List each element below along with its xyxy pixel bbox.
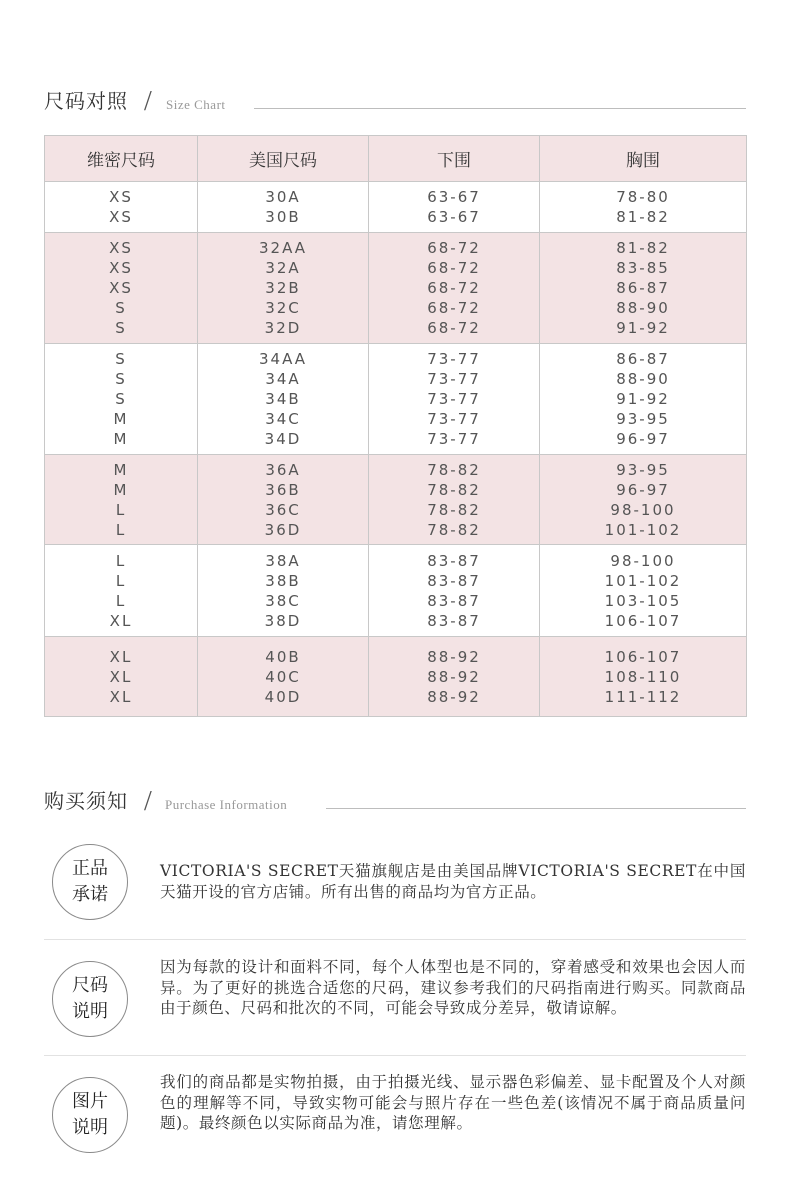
- bust-value: 106-107: [604, 647, 682, 666]
- underbust-value: 73-77: [427, 370, 481, 388]
- table-cell-bust: [540, 637, 747, 717]
- underbust-value: 68-72: [427, 279, 481, 297]
- bust-value: 81-82: [616, 208, 670, 226]
- badge-line-1: 图片: [72, 1091, 108, 1112]
- table-cell-vs-size: [45, 233, 198, 344]
- underbust-value: 73-77: [427, 430, 481, 448]
- bust-value: 91-92: [616, 319, 670, 337]
- table-cell-vs-size: [45, 545, 198, 637]
- vs-size-value: XS: [109, 188, 133, 206]
- bust-value: 101-102: [604, 520, 682, 539]
- us-size-value: 38A: [265, 551, 301, 570]
- us-size-value: 32D: [264, 319, 302, 337]
- size-group-row: [45, 637, 747, 717]
- size-chart-header: [44, 84, 746, 117]
- underbust-value: 68-72: [427, 259, 481, 277]
- title-slash-divider: /: [144, 786, 152, 817]
- us-size-value: 36B: [265, 480, 301, 499]
- us-size-value: 32AA: [258, 239, 308, 257]
- notice-text: VICTORIA'S SECRET天猫旗舰店是由美国品牌VICTORIA'S SECRET在中国天猫开设的官方店铺。所有出售的商品均为官方正品。: [160, 862, 746, 901]
- us-size-value: 38B: [265, 571, 301, 590]
- us-size-value: 38D: [264, 611, 302, 630]
- authenticity-badge: [52, 844, 128, 920]
- us-size-value: 36D: [264, 520, 302, 539]
- bust-value: 96-97: [616, 430, 670, 448]
- bust-value: 91-92: [616, 390, 670, 408]
- underbust-value: 88-92: [427, 687, 481, 706]
- underbust-value: 83-87: [427, 611, 481, 630]
- underbust-value: 73-77: [427, 410, 481, 428]
- vs-size-value: M: [113, 480, 129, 499]
- us-size-value: 38C: [265, 591, 301, 610]
- us-size-value: 34B: [265, 390, 301, 408]
- underbust-value: 78-82: [427, 520, 481, 539]
- bust-value: 101-102: [604, 571, 682, 590]
- badge-line-2: 说明: [72, 1001, 108, 1022]
- column-header-us-size: 美国尺码: [198, 136, 369, 182]
- table-cell-underbust: [369, 545, 540, 637]
- table-cell-bust: [540, 455, 747, 545]
- column-header-underbust: 下围: [369, 136, 540, 182]
- vs-size-value: XS: [109, 208, 133, 226]
- us-size-value: 34C: [265, 410, 301, 428]
- size-group-row: [45, 545, 747, 637]
- vs-size-value: L: [115, 520, 127, 539]
- vs-size-value: XL: [109, 647, 133, 666]
- bust-value: 103-105: [604, 591, 682, 610]
- header-rule: [254, 108, 746, 109]
- underbust-value: 73-77: [427, 350, 481, 368]
- us-size-value: 30A: [265, 188, 301, 206]
- header-rule: [326, 808, 746, 809]
- us-size-value: 34D: [264, 430, 302, 448]
- bust-value: 106-107: [604, 611, 682, 630]
- notice-text: 我们的商品都是实物拍摄，由于拍摄光线、显示器色彩偏差、显卡配置及个人对颜色的理解等不同，导致实物可能会与照片存在一些色差(该情况不属于商品质量问题)。最终颜色以实际商品为准，请您理解。: [160, 1073, 746, 1132]
- table-cell-us-size: [198, 455, 369, 545]
- column-header-vs-size: 维密尺码: [45, 136, 198, 182]
- bust-value: 93-95: [616, 460, 670, 479]
- vs-size-value: L: [115, 571, 127, 590]
- table-cell-bust: [540, 344, 747, 455]
- underbust-value: 78-82: [427, 480, 481, 499]
- vs-size-value: M: [113, 410, 129, 428]
- bust-value: 98-100: [610, 500, 676, 519]
- bust-value: 81-82: [616, 239, 670, 257]
- table-cell-underbust: [369, 233, 540, 344]
- purchase-info-header: [44, 784, 746, 817]
- underbust-value: 83-87: [427, 591, 481, 610]
- underbust-value: 68-72: [427, 299, 481, 317]
- underbust-value: 83-87: [427, 571, 481, 590]
- badge-line-2: 说明: [72, 1117, 108, 1138]
- table-cell-bust: [540, 233, 747, 344]
- bust-value: 88-90: [616, 299, 670, 317]
- vs-size-value: S: [115, 390, 127, 408]
- bust-value: 88-90: [616, 370, 670, 388]
- size-chart-title: 尺码对照: [44, 89, 128, 113]
- underbust-value: 88-92: [427, 667, 481, 686]
- us-size-value: 36A: [265, 460, 301, 479]
- us-size-value: 34A: [265, 370, 301, 388]
- vs-size-value: XL: [109, 687, 133, 706]
- column-header-bust: 胸围: [540, 136, 747, 182]
- vs-size-value: L: [115, 551, 127, 570]
- table-cell-underbust: [369, 455, 540, 545]
- underbust-value: 63-67: [427, 188, 481, 206]
- vs-size-value: XS: [109, 279, 133, 297]
- underbust-value: 83-87: [427, 551, 481, 570]
- notice-size-guide: [44, 960, 746, 1050]
- us-size-value: 32B: [265, 279, 301, 297]
- purchase-info-title: 购买须知: [44, 789, 128, 813]
- us-size-value: 40C: [265, 667, 301, 686]
- underbust-value: 73-77: [427, 390, 481, 408]
- vs-size-value: S: [115, 319, 127, 337]
- size-chart-table: [44, 135, 747, 717]
- underbust-value: 78-82: [427, 500, 481, 519]
- size-group-row: [45, 344, 747, 455]
- table-cell-bust: [540, 545, 747, 637]
- notice-text: 因为每款的设计和面料不同，每个人体型也是不同的，穿着感受和效果也会因人而异。为了更好的挑选合适您的尺码，建议参考我们的尺码指南进行购买。同款商品由于颜色、尺码和批次的不同，可能会导致成分差异，敬请谅解。: [160, 958, 746, 1017]
- table-cell-bust: [540, 182, 747, 233]
- underbust-value: 78-82: [427, 460, 481, 479]
- notice-divider: [44, 1055, 746, 1056]
- purchase-info-subtitle: Purchase Information: [165, 797, 288, 812]
- table-cell-us-size: [198, 637, 369, 717]
- underbust-value: 68-72: [427, 319, 481, 337]
- size-group-row: [45, 455, 747, 545]
- vs-size-value: XL: [109, 667, 133, 686]
- bust-value: 108-110: [604, 667, 682, 686]
- vs-size-value: S: [115, 299, 127, 317]
- vs-size-value: L: [115, 591, 127, 610]
- badge-line-1: 正品: [72, 858, 108, 879]
- size-group-row: [45, 182, 747, 233]
- size-chart-subtitle: Size Chart: [166, 97, 226, 112]
- table-cell-vs-size: [45, 182, 198, 233]
- vs-size-value: XS: [109, 259, 133, 277]
- table-cell-us-size: [198, 182, 369, 233]
- us-size-value: 40B: [265, 647, 301, 666]
- table-cell-underbust: [369, 637, 540, 717]
- bust-value: 86-87: [616, 279, 670, 297]
- vs-size-value: XS: [109, 239, 133, 257]
- us-size-value: 32C: [265, 299, 301, 317]
- table-cell-us-size: [198, 344, 369, 455]
- title-slash-divider: /: [144, 86, 152, 117]
- notice-authenticity: [44, 844, 746, 924]
- table-cell-underbust: [369, 344, 540, 455]
- table-cell-us-size: [198, 233, 369, 344]
- table-cell-us-size: [198, 545, 369, 637]
- table-cell-vs-size: [45, 344, 198, 455]
- underbust-value: 88-92: [427, 647, 481, 666]
- table-header-row: [45, 136, 747, 182]
- us-size-value: 30B: [265, 208, 301, 226]
- table-cell-vs-size: [45, 455, 198, 545]
- notice-photo: [44, 1073, 746, 1166]
- us-size-value: 36C: [265, 500, 301, 519]
- vs-size-value: M: [113, 460, 129, 479]
- photo-badge: [52, 1077, 128, 1153]
- vs-size-value: L: [115, 500, 127, 519]
- vs-size-value: XL: [109, 611, 133, 630]
- bust-value: 86-87: [616, 350, 670, 368]
- vs-size-value: S: [115, 370, 127, 388]
- size-guide-badge: [52, 961, 128, 1037]
- table-cell-vs-size: [45, 637, 198, 717]
- bust-value: 78-80: [616, 188, 670, 206]
- underbust-value: 68-72: [427, 239, 481, 257]
- bust-value: 93-95: [616, 410, 670, 428]
- notice-divider: [44, 939, 746, 940]
- vs-size-value: S: [115, 350, 127, 368]
- us-size-value: 34AA: [258, 350, 308, 368]
- us-size-value: 40D: [264, 687, 302, 706]
- vs-size-value: M: [113, 430, 129, 448]
- badge-line-2: 承诺: [72, 884, 108, 905]
- badge-line-1: 尺码: [72, 975, 108, 996]
- underbust-value: 63-67: [427, 208, 481, 226]
- bust-value: 83-85: [616, 259, 670, 277]
- bust-value: 111-112: [604, 687, 682, 706]
- table-cell-underbust: [369, 182, 540, 233]
- bust-value: 96-97: [616, 480, 670, 499]
- size-group-row: [45, 233, 747, 344]
- us-size-value: 32A: [265, 259, 301, 277]
- bust-value: 98-100: [610, 551, 676, 570]
